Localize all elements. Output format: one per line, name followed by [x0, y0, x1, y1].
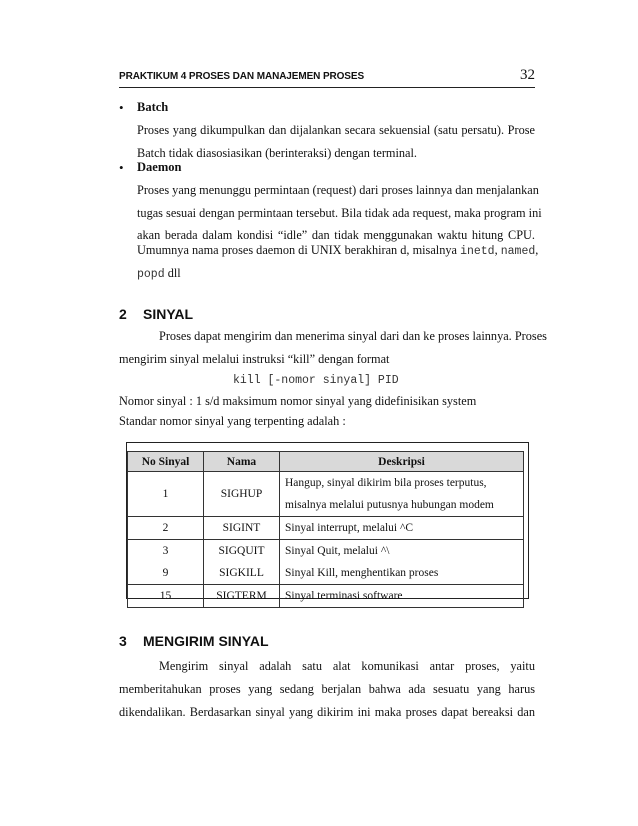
signal-table	[127, 451, 524, 608]
col-header-no: No Sinyal	[128, 452, 204, 472]
cell-desc: Sinyal Kill, menghentikan proses	[280, 562, 524, 585]
bullet-icon: •	[119, 100, 124, 115]
col-header-nama: Nama	[204, 452, 280, 472]
cell-desc: Sinyal interrupt, melalui ^C	[280, 517, 524, 540]
cell-no: 3	[128, 540, 204, 563]
bullet-title-batch: Batch	[137, 100, 169, 114]
section-heading-mengirim-sinyal	[119, 633, 269, 649]
example-inetd: inetd	[460, 245, 495, 258]
desc-line: misalnya melalui putusnya hubungan modem	[285, 499, 494, 511]
chapter-title: PRAKTIKUM 4 PROSES DAN MANAJEMEN PROSES	[119, 71, 365, 82]
paragraph-line: Standar nomor sinyal yang terpenting adalah :	[119, 414, 346, 428]
daemon-text-line	[137, 266, 181, 281]
table-row	[128, 540, 524, 563]
daemon-text-line: tugas sesuai dengan permintaan tersebut. Bila tidak ada request, maka program ini	[137, 206, 542, 220]
section-title: SINYAL	[143, 306, 194, 322]
table-row	[128, 472, 524, 517]
paragraph-line: Mengirim sinyal adalah satu alat komunikasi antar proses, yaitu	[159, 659, 535, 673]
cell-name: SIGQUIT	[204, 540, 280, 563]
cell-desc	[280, 472, 524, 517]
col-header-deskripsi: Deskripsi	[280, 452, 524, 472]
paragraph-line: dikendalikan. Berdasarkan sinyal yang dikirim ini maka proses dapat bereaksi dan	[119, 705, 535, 719]
cell-name: SIGINT	[204, 517, 280, 540]
daemon-text-line-4: Umumnya nama proses daemon di UNIX berakhiran d, misalnya	[137, 243, 457, 257]
signal-table-frame	[126, 442, 529, 602]
cell-desc: Sinyal terminasi software	[280, 585, 524, 608]
batch-text-line: Proses yang dikumpulkan dan dijalankan secara sekuensial (satu persatu). Prose	[137, 123, 535, 137]
kill-command: kill [-nomor sinyal] PID	[233, 374, 399, 387]
daemon-text-line: Umumnya nama proses daemon di UNIX berakhiran d, misalnya inetd, named,	[137, 243, 539, 258]
cell-name: SIGHUP	[204, 472, 280, 517]
paragraph-line: Nomor sinyal : 1 s/d maksimum nomor sinyal yang didefinisikan system	[119, 394, 477, 408]
bullet-icon: •	[119, 160, 124, 175]
page-header	[119, 67, 535, 88]
cell-name: SIGTERM	[204, 585, 280, 608]
table-header-row	[128, 452, 524, 472]
example-named: named	[500, 245, 536, 258]
section-number: 3	[119, 633, 127, 649]
cell-name: SIGKILL	[204, 562, 280, 585]
daemon-tail: dll	[167, 266, 181, 280]
cell-desc: Sinyal Quit, melalui ^\	[280, 540, 524, 563]
batch-text-line: Batch tidak diasosiasikan (berinteraksi) dengan terminal.	[137, 146, 418, 160]
table-row	[128, 585, 524, 608]
paragraph-line: memberitahukan proses yang sedang berjalan bahwa ada sesuatu yang harus	[119, 682, 535, 696]
paragraph-line: Proses dapat mengirim dan menerima sinyal dari dan ke proses lainnya. Proses	[159, 329, 547, 343]
page-number: 32	[520, 67, 535, 83]
table-row	[128, 517, 524, 540]
section-heading-sinyal	[119, 306, 193, 322]
example-popd: popd	[137, 268, 165, 281]
section-title: MENGIRIM SINYAL	[143, 633, 269, 649]
daemon-text-line: Proses yang menunggu permintaan (request) dari proses lainnya dan menjalankan	[137, 183, 539, 197]
cell-no: 15	[128, 585, 204, 608]
daemon-text-line: akan berada dalam kondisi “idle” dan tidak menggunakan waktu hitung CPU.	[137, 228, 535, 242]
section-number: 2	[119, 306, 127, 322]
table-row	[128, 562, 524, 585]
cell-no: 9	[128, 562, 204, 585]
cell-no: 1	[128, 472, 204, 517]
cell-no: 2	[128, 517, 204, 540]
bullet-title-daemon: Daemon	[137, 160, 182, 174]
paragraph-line: mengirim sinyal melalui instruksi “kill” dengan format	[119, 352, 390, 366]
desc-line: Hangup, sinyal dikirim bila proses terputus,	[285, 477, 487, 489]
